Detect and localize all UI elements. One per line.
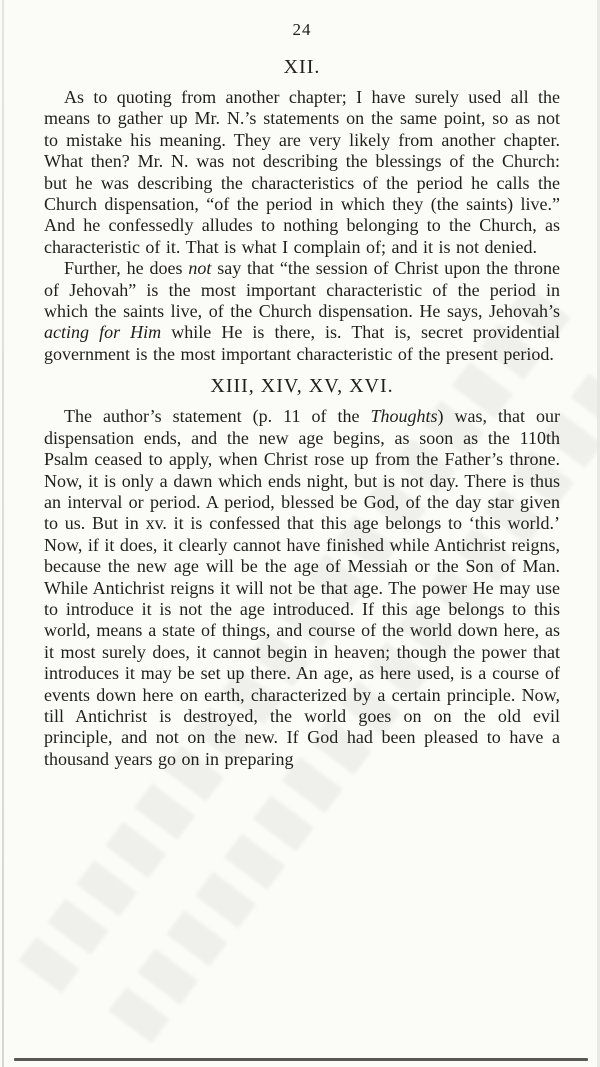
text-run: As to quoting from another chapter; I have surely used all the means to gather up Mr. N.’s statements on the same point, so as not to mistake his meaning. They are very likely from another chapter. What then? Mr. N. was not describing the blessings of the Church: but he was describing the characteristics of the period he calls the Church dispensation, “of the period in which they (the saints) live.” And he confessedly alludes to nothing belonging to the Church, as characteristic of it. That is what I complain of; and it is not denied. xyxy=(44,87,560,257)
text-run: ) was, that our dispensation ends, and the new age begins, as soon as the 110th Psalm ceased to apply, when Christ rose up from the Father’s throne. Now, it is only a dawn which ends night, but is not day. There is thus an interval or period. A period, blessed be God, of the day star given to us. But in xv. it is confessed that this age belongs to ‘this world.’ Now, if it does, it clearly cannot have finished while Antichrist reigns, because the new age will be the age of Messiah or the Son of Man. While Antichrist reigns it will not be that age. The power He may use to introduce it is not the age introduced. If this age belongs to this world, means a state of things, and course of the world down here, as it most surely does, it cannot begin in heaven; though the power that introduces it may be set up there. An age, as here used, is a course of events down here on earth, characterized by a certain principle. Now, till Antichrist is destroyed, the world goes on on the old evil principle, and not on the new. If God had been pleased to have a thousand years go on in preparing xyxy=(44,406,560,769)
section-heading: XII. xyxy=(283,56,321,78)
page-number: 24 xyxy=(292,20,312,39)
section-heading: XIII, XIV, XV, XVI. xyxy=(210,375,394,398)
paragraph xyxy=(44,87,560,258)
text-run: while He is there, is. That is, secret providential government is the most important characteristic of the present period. xyxy=(44,322,561,364)
italic-text-run: Thoughts xyxy=(370,406,438,427)
text-run: The author’s statement (p. 11 of the xyxy=(64,406,371,427)
scan-edge-bottom xyxy=(14,1058,588,1061)
paragraph xyxy=(44,406,560,770)
text-run: Further, he does xyxy=(64,258,189,279)
paragraph xyxy=(44,258,560,365)
text-run: say that “the session of Christ upon the throne of Jehovah” is the most important characteristic of the period in which the saints live, of the Church dispensation. He says, Jehovah’s xyxy=(44,258,560,322)
page-content xyxy=(44,56,560,770)
italic-text-run: not xyxy=(188,258,212,279)
scan-edge-left xyxy=(2,0,4,1067)
italic-text-run: acting for Him xyxy=(44,322,162,343)
